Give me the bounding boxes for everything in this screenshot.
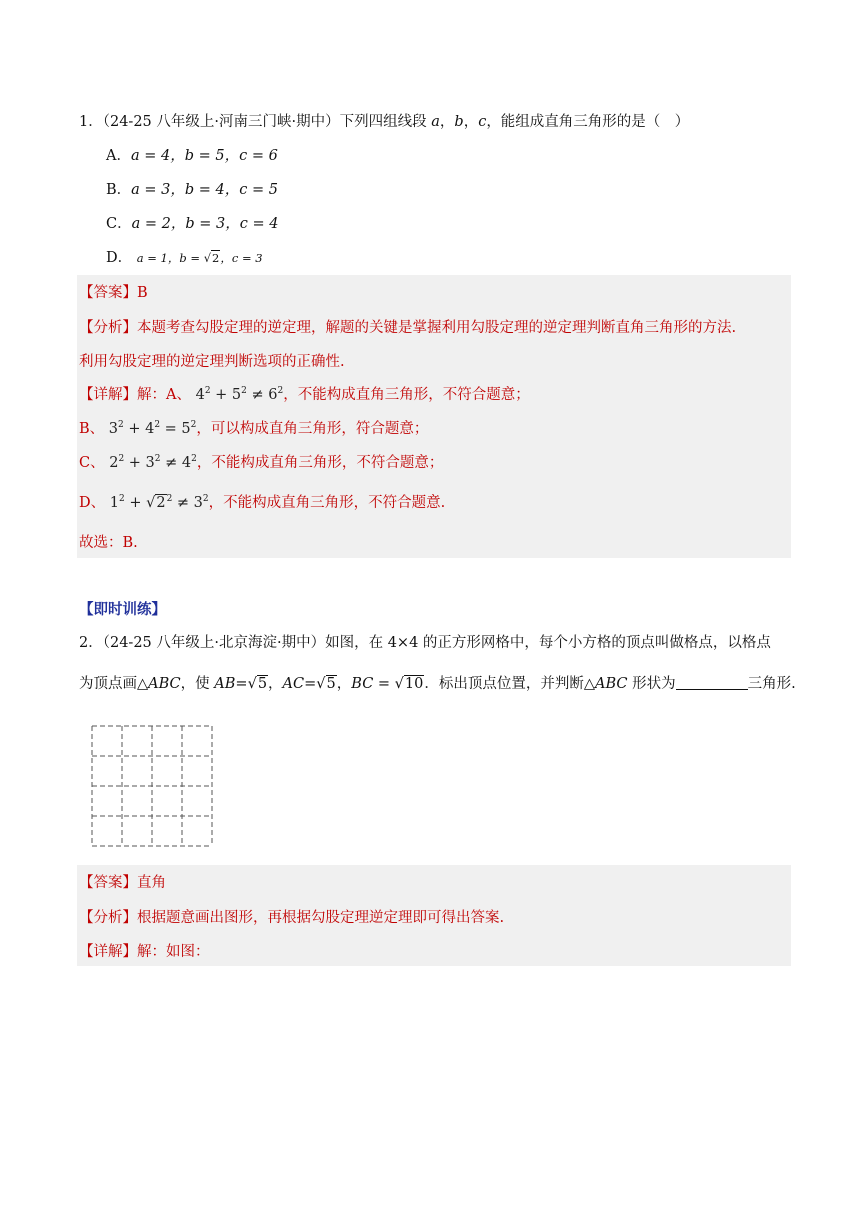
- option-c: C．a = 2，b = 3，c = 4: [106, 216, 279, 232]
- detail-b: B、 $3^2 + 4^2 = 5^2$，可以构成直角三角形，符合题意；: [79, 420, 429, 437]
- detail-c: C、 $2^2 + 3^2 \ne 4^2$，不能构成直角三角形，不符合题意；: [79, 454, 444, 471]
- analysis-2: 【分析】根据题意画出图形，再根据勾股定理逆定理即可得出答案.: [79, 910, 505, 926]
- question-2-stem: 2．（24-25 八年级上·北京海淀·期中）如图，在 4×4 的正方形网格中，每个小方格的顶点叫做格点，以格点: [79, 635, 771, 651]
- detail-a: 【详解】解：A、 $4^2 + 5^2 \ne 6^2$，不能构成直角三角形，不符合题意；: [79, 386, 530, 403]
- option-d: D． a = 1，b = √2，c = 3: [106, 250, 263, 266]
- question-1-stem: 1．（24-25 八年级上·河南三门峡·期中）下列四组线段 a，b，c，能组成直角三角形的是（ ）: [79, 114, 690, 130]
- analysis-1-cont: 利用勾股定理的逆定理判断选项的正确性.: [79, 354, 345, 370]
- answer-2: 【答案】直角: [79, 875, 166, 891]
- math-expr-a: $4^2 + 5^2 \ne 6^2$: [190, 386, 284, 403]
- question-2-stem-cont: 为顶点画△ABC，使 AB=√5，AC=√5，BC = √10．标出顶点位置，并判断△ABC 形状为 三角形.: [79, 676, 796, 692]
- sqrt-2: √2: [203, 251, 220, 265]
- conclusion-1: 故选：B.: [79, 535, 138, 551]
- answer-1: 【答案】B: [79, 285, 148, 301]
- math-expr-c: $2^2 + 3^2 \ne 4^2$: [104, 454, 197, 471]
- answer-blank[interactable]: [676, 675, 748, 690]
- option-b: B．a = 3，b = 4，c = 5: [106, 182, 278, 198]
- math-expr-b: $3^2 + 4^2 = 5^2$: [104, 420, 197, 437]
- analysis-1: 【分析】本题考查勾股定理的逆定理，解题的关键是掌握利用勾股定理的逆定理判断直角三角形的方法.: [79, 320, 737, 336]
- training-heading: 【即时训练】: [79, 601, 166, 618]
- detail-d: D、 $1^2 + √2^2 \ne 3^2$，不能构成直角三角形，不符合题意.: [79, 494, 446, 511]
- option-a: A．a = 4，b = 5，c = 6: [106, 148, 278, 164]
- detail-2: 【详解】解：如图：: [79, 944, 210, 960]
- math-expr-d: $1^2 + √2^2 \ne 3^2$: [105, 494, 209, 511]
- grid-4x4: [91, 725, 213, 847]
